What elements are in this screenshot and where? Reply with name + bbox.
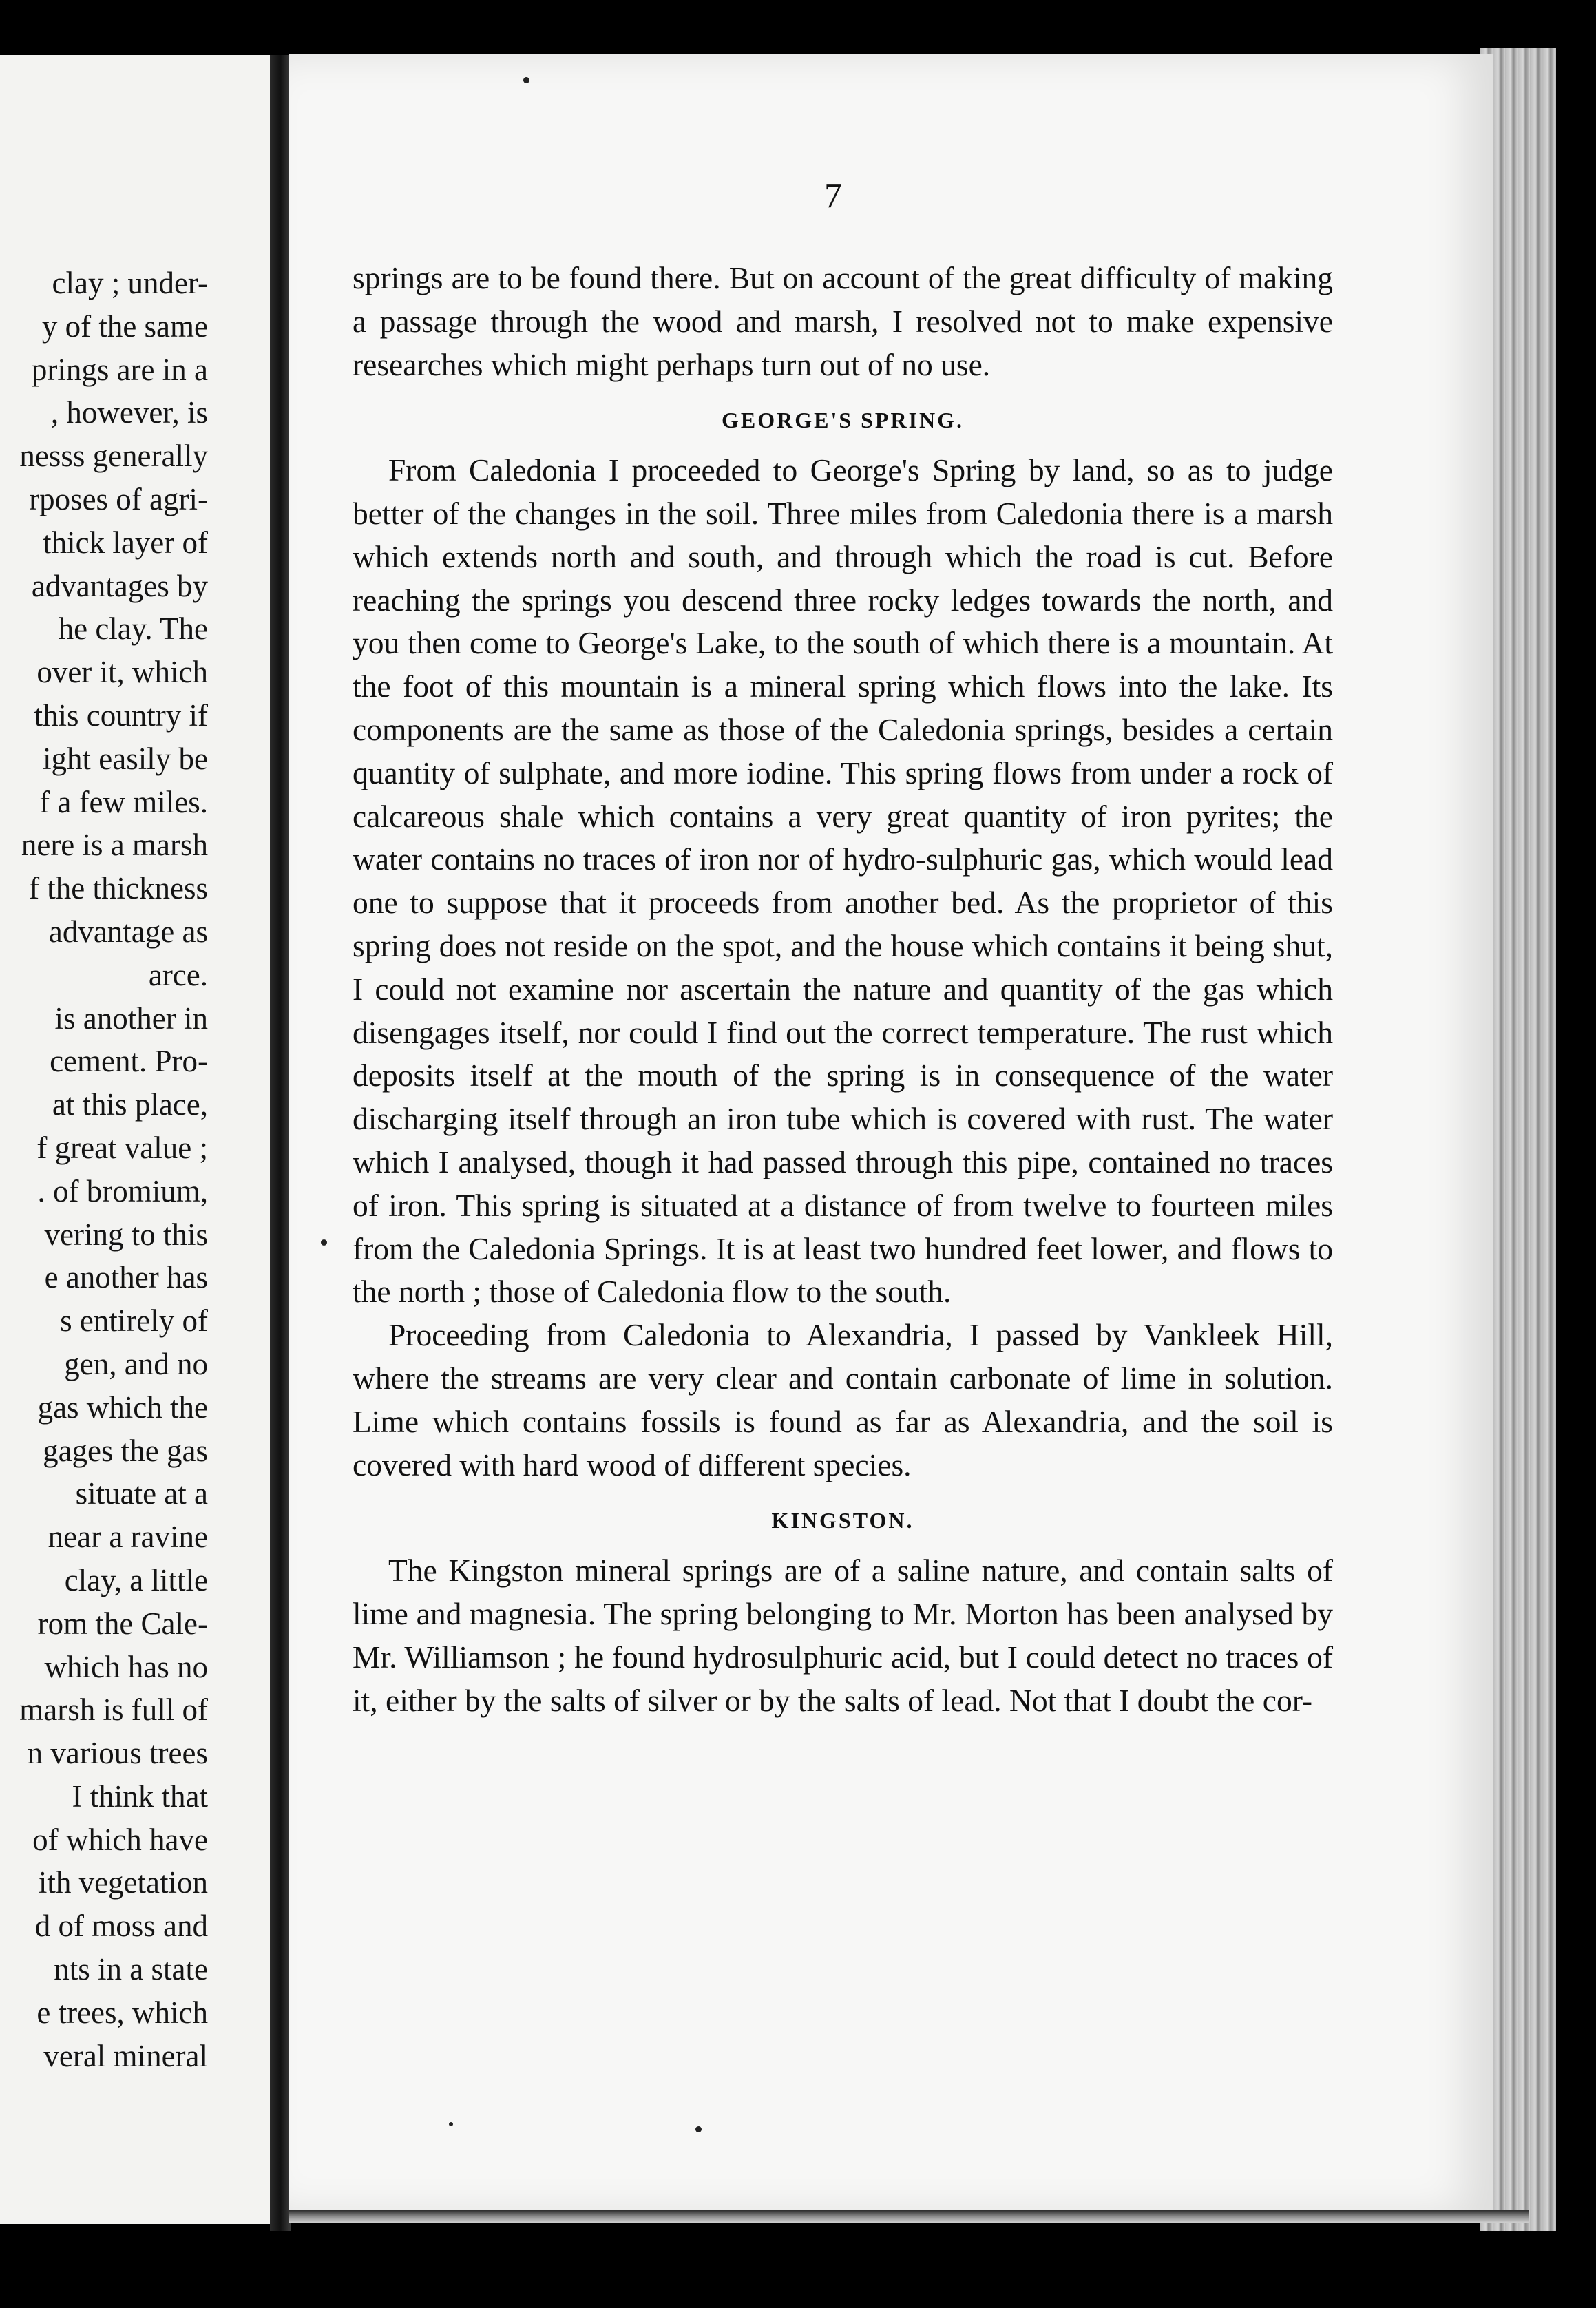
left-page-line: situate at a <box>75 1476 208 1511</box>
left-page-line: e trees, which <box>36 1995 208 2030</box>
left-page-line: . of bromium, <box>37 1173 208 1208</box>
print-speck <box>449 2122 453 2126</box>
left-page-line: clay, a little <box>64 1562 208 1597</box>
left-page-line: nesss generally <box>19 439 208 474</box>
left-page-line: clay ; under- <box>52 266 208 300</box>
left-page-line: near a ravine <box>48 1520 208 1555</box>
print-speck <box>523 77 529 83</box>
left-page-line: e another has <box>44 1260 208 1295</box>
left-page-line: gen, and no <box>64 1346 208 1381</box>
left-page-line: nts in a state <box>54 1952 208 1987</box>
left-page-line: prings are in a <box>31 352 208 387</box>
left-page-line: marsh is full of <box>19 1692 208 1728</box>
left-page-line: over it, which <box>36 655 208 690</box>
left-page-line: gas which the <box>37 1389 208 1425</box>
left-page <box>0 55 274 2224</box>
left-page-line: arce. <box>148 957 208 992</box>
print-speck <box>695 2126 702 2132</box>
left-page-line: which has no <box>44 1649 208 1684</box>
left-page-line: ight easily be <box>43 741 208 776</box>
kingston-paragraph-1: The Kingston mineral springs are of a saline nature, and contain salts of lime and magnesia. The spring belonging to Mr. Morton has been analysed by Mr. Williamson ; he found hydrosulphuric acid, but I could detect no traces of it, either by the salts of silver or by the salts of lead. Not that I doubt the cor- <box>353 1553 1333 1718</box>
book-gutter <box>270 55 291 2231</box>
georges-spring-paragraph-2: Proceeding from Caledonia to Alexandria, I passed by Vankleek Hill, where the streams are very clear and contain carbonate of lime in solution. Lime which contains fossils is found as far as Alexandria, and the soil is covered with hard wood of different species. <box>353 1317 1333 1482</box>
left-page-line: y of the same <box>41 308 208 344</box>
page-bottom-edge <box>289 2210 1529 2223</box>
left-page-line: vering to this <box>44 1217 208 1252</box>
page-body <box>353 176 1333 1722</box>
page-number: 7 <box>824 176 842 216</box>
left-page-line: is another in <box>54 1000 208 1036</box>
georges-spring-paragraph-1: From Caledonia I proceeded to George's Spring by land, so as to judge better of the changes in the soil. Three miles from Caledonia there is a marsh which extends north and south, and through which the road is cut. Before reaching the springs you descend three rocky ledges towards the north, and you then come to George's Lake, to the south of which there is a mountain. At the foot of this mountain is a mineral spring which flows into the lake. Its components are the same as those of the Caledonia springs, besides a certain quantity of sulphate, and more iodine. This spring flows from under a rock of calcareous shale which contains a very great quantity of iron pyrites; the water contains no traces of iron nor of hydro-sulphuric gas, which would lead one to suppose that it proceeds from another bed. As the proprietor of this spring does not reside on the spot, and the house which contains it being shut, I could not examine nor ascertain the nature and quantity of the gas which disengages itself, nor could I find out the correct temperature. The rust which deposits itself at the mouth of the spring is in consequence of the water discharging itself through an iron tube which is covered with rust. The water which I analysed, though it had passed through this pipe, contained no traces of iron. This spring is situated at a distance of from twelve to fourteen miles from the Caledonia Springs. It is at least two hundred feet lower, and flows to the north ; those of Caledonia flow to the south. <box>353 452 1333 1310</box>
left-page-line: veral mineral <box>43 2038 208 2073</box>
left-page-line: advantage as <box>48 914 208 949</box>
left-page-line: I think that <box>72 1779 208 1814</box>
left-page-line: nere is a marsh <box>21 828 208 863</box>
left-page-line: rposes of agri- <box>29 481 208 516</box>
left-page-line: he clay. The <box>58 611 208 647</box>
left-page-line: ith vegetation <box>38 1865 208 1900</box>
left-page-line: s entirely of <box>60 1303 208 1339</box>
left-page-line: f great value ; <box>36 1130 208 1165</box>
left-page-line: thick layer of <box>43 525 208 560</box>
section-heading-georges-spring: GEORGE'S SPRING. <box>721 408 965 433</box>
left-page-line: f a few miles. <box>39 784 208 819</box>
left-page-line: f the thickness <box>29 871 208 906</box>
left-page-line: rom the Cale- <box>37 1606 208 1641</box>
left-page-line: gages the gas <box>43 1433 208 1468</box>
intro-paragraph: springs are to be found there. But on account of the great difficulty of making a passage through the wood and marsh, I resolved not to make expensive researches which might perhaps turn out of no use. <box>353 260 1333 382</box>
left-page-text-fragment <box>0 262 208 2077</box>
print-speck <box>321 1239 327 1246</box>
left-page-line: d of moss and <box>34 1909 208 1944</box>
left-page-line: this country if <box>34 697 208 733</box>
left-page-line: cement. Pro- <box>50 1044 208 1079</box>
left-page-line: n various trees <box>27 1736 208 1771</box>
left-page-line: advantages by <box>31 568 208 603</box>
section-heading-kingston: KINGSTON. <box>771 1508 914 1533</box>
left-page-line: , however, is <box>50 395 208 430</box>
left-page-line: of which have <box>32 1822 208 1857</box>
left-page-line: at this place, <box>52 1087 208 1122</box>
